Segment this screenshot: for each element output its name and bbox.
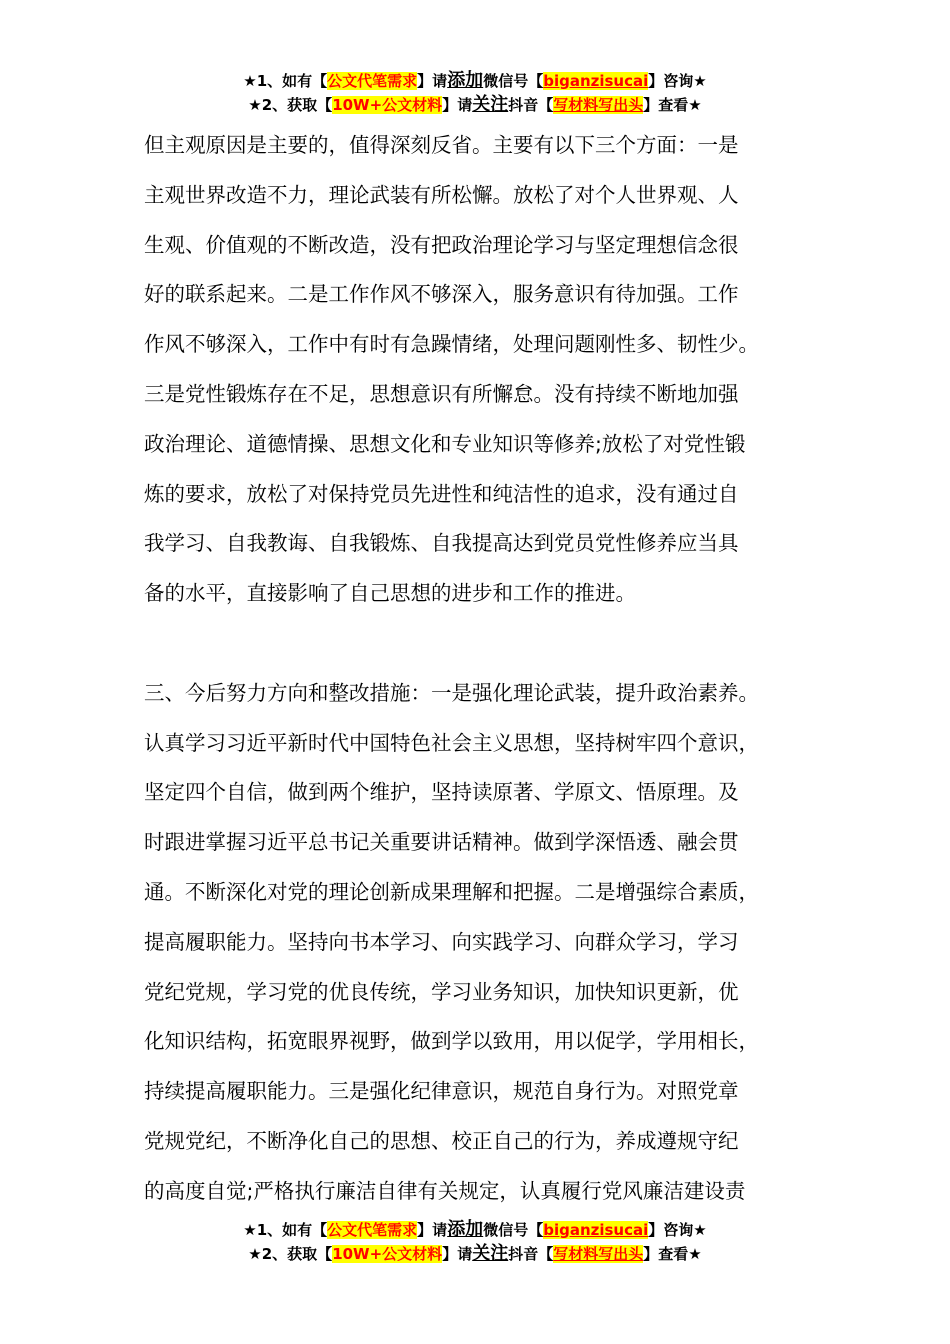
text-line: 政治理论、道德情操、思想文化和专业知识等修养;放松了对党性锻 [144, 431, 746, 456]
banner-text: 】请 [417, 72, 448, 90]
text-line: 三是党性锻炼存在不足，思想意识有所懈怠。没有持续不断地加强 [144, 381, 739, 406]
banner-text: 】请 [442, 1245, 473, 1263]
banner-text: 微信号【 [483, 1221, 544, 1239]
banner-text: 】请 [417, 1221, 448, 1239]
document-body [144, 128, 844, 1224]
banner-text: 】查看★ [643, 96, 702, 114]
wechat-id: biganzisucai [543, 1221, 649, 1239]
paragraph-1 [144, 128, 844, 626]
banner-line-2 [0, 93, 950, 117]
banner-text: ★1、如有【 [243, 72, 328, 90]
text-line: 党规党纪，不断净化自己的思想、校正自己的行为，养成遵规守纪 [144, 1128, 739, 1153]
text-line: 作风不够深入，工作中有时有急躁情绪，处理问题刚性多、韧性少。 [144, 332, 759, 357]
banner-emphasis: 添加 [447, 70, 484, 91]
banner-line-2 [0, 1242, 950, 1266]
banner-line-1 [0, 69, 950, 93]
text-line: 的高度自觉;严格执行廉洁自律有关规定，认真履行党风廉洁建设责 [144, 1178, 746, 1203]
text-line: 炼的要求，放松了对保持党员先进性和纯洁性的追求，没有通过自 [144, 481, 739, 506]
text-line: 但主观原因是主要的，值得深刻反省。主要有以下三个方面：一是 [144, 133, 739, 157]
text-line: 党纪党规，学习党的优良传统，学习业务知识，加快知识更新，优 [144, 979, 739, 1004]
banner-text: ★2、获取【 [248, 1245, 333, 1263]
banner-text: ★2、获取【 [248, 96, 333, 114]
banner-highlight: 10W+公文材料 [332, 1245, 443, 1263]
banner-text: 】咨询★ [648, 72, 707, 90]
text-line: 三、今后努力方向和整改措施：一是强化理论武装，提升政治素养。 [144, 680, 759, 705]
banner-line-1 [0, 1218, 950, 1242]
text-line: 时跟进掌握习近平总书记关重要讲话精神。做到学深悟透、融会贯 [144, 830, 739, 855]
text-line: 坚定四个自信，做到两个维护，坚持读原著、学原文、悟原理。及 [144, 780, 739, 805]
banner-text: 】请 [442, 96, 473, 114]
banner-text: 抖音【 [508, 96, 554, 114]
banner-highlight: 10W+公文材料 [332, 96, 443, 114]
text-line: 提高履职能力。坚持向书本学习、向实践学习、向群众学习，学习 [144, 929, 739, 954]
douyin-id: 写材料写出头 [553, 96, 644, 114]
banner-highlight: 公文代笔需求 [327, 72, 418, 90]
wechat-id: biganzisucai [543, 72, 649, 90]
banner-emphasis: 关注 [472, 94, 509, 115]
banner-text: 】咨询★ [648, 1221, 707, 1239]
footer-banner [0, 1218, 950, 1266]
text-line: 好的联系起来。二是工作作风不够深入，服务意识有待加强。工作 [144, 282, 739, 307]
douyin-id: 写材料写出头 [553, 1245, 644, 1263]
banner-text: 】查看★ [643, 1245, 702, 1263]
banner-emphasis: 添加 [447, 1219, 484, 1240]
text-line: 化知识结构，拓宽眼界视野，做到学以致用，用以促学，学用相长， [144, 1029, 759, 1054]
paragraph-2 [144, 676, 844, 1224]
text-line: 通。不断深化对党的理论创新成果理解和把握。二是增强综合素质， [144, 879, 759, 904]
text-line: 生观、价值观的不断改造，没有把政治理论学习与坚定理想信念很 [144, 232, 739, 257]
text-line: 认真学习习近平新时代中国特色社会主义思想，坚持树牢四个意识， [144, 730, 759, 755]
text-line: 持续提高履职能力。三是强化纪律意识，规范自身行为。对照党章 [144, 1079, 739, 1104]
text-line: 主观世界改造不力，理论武装有所松懈。放松了对个人世界观、人 [144, 182, 739, 207]
banner-text: 抖音【 [508, 1245, 554, 1263]
banner-text: ★1、如有【 [243, 1221, 328, 1239]
banner-emphasis: 关注 [472, 1243, 509, 1264]
banner-highlight: 公文代笔需求 [327, 1221, 418, 1239]
text-line: 备的水平，直接影响了自己思想的进步和工作的推进。 [144, 581, 636, 606]
banner-text: 微信号【 [483, 72, 544, 90]
text-line: 我学习、自我教诲、自我锻炼、自我提高达到党员党性修养应当具 [144, 531, 739, 556]
header-banner [0, 69, 950, 117]
